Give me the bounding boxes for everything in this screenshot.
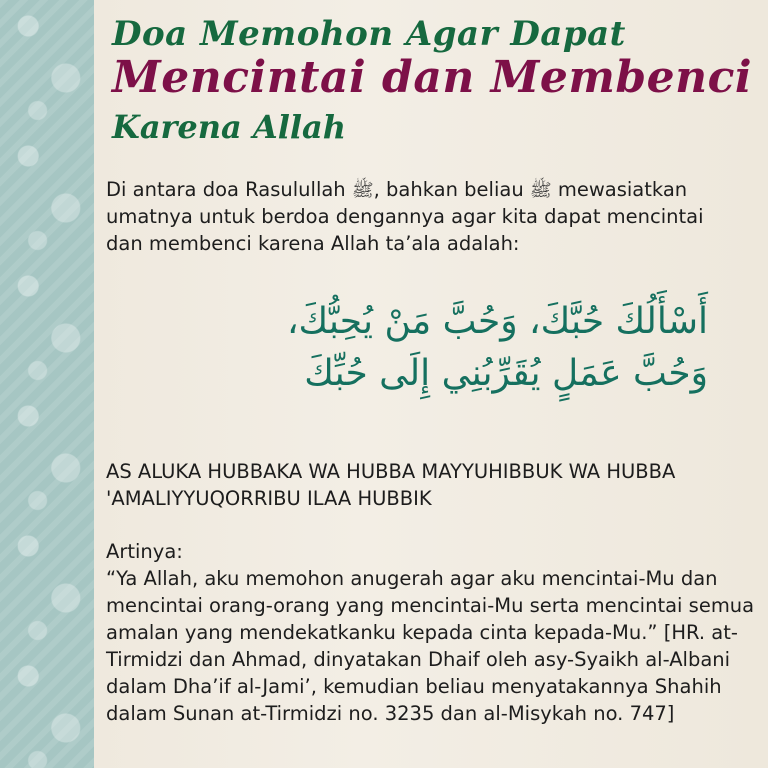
decorative-floral-strip (0, 0, 94, 768)
intro-text-1: Di antara doa Rasulullah (106, 178, 352, 201)
meaning-label: Artinya: (106, 540, 183, 563)
intro-paragraph (106, 176, 706, 257)
title-line-1: Doa Memohon Agar Dapat (112, 14, 626, 54)
sallallahu-alaihi-wasallam-icon: ﷺ (351, 180, 374, 201)
meaning-text: “Ya Allah, aku memohon anugerah agar aku mencintai-Mu dan mencintai orang-orang yang mencintai-Mu serta mencintai semua amalan yang mendekatkanku kepada cinta kepada-Mu.” [HR. at-Tirmidzi dan Ahmad, dinyatakan Dhaif oleh asy-Syaikh al-Albani dalam Dha’if al-Jami’, kemudian beliau menyatakannya Shahih dalam Sunan at-Tirmidzi no. 3235 dan al-Misykah no. 747] (106, 567, 755, 725)
sallallahu-alaihi-wasallam-icon: ﷺ (529, 180, 552, 201)
intro-text-3: mewasiatkan umatnya untuk berdoa dengannya agar kita dapat mencintai dan membenci karena Allah ta’ala adalah: (106, 178, 704, 255)
title-line-3: Karena Allah (112, 108, 347, 146)
intro-text-2: , bahkan beliau (373, 178, 530, 201)
arabic-line-2: وَحُبَّ عَمَلٍ يُقَرِّبُنِي إِلَى حُبِّكَ (304, 353, 708, 394)
arabic-prayer (148, 296, 708, 400)
transliteration: AS ALUKA HUBBAKA WA HUBBA MAYYUHIBBUK WA HUBBA 'AMALIYYUQORRIBU ILAA HUBBIK (106, 460, 676, 510)
arabic-line-1: أَسْأَلُكَ حُبَّكَ، وَحُبَّ مَنْ يُحِبُّكَ، (286, 301, 708, 342)
title-line-2: Mencintai dan Membenci (112, 52, 753, 103)
